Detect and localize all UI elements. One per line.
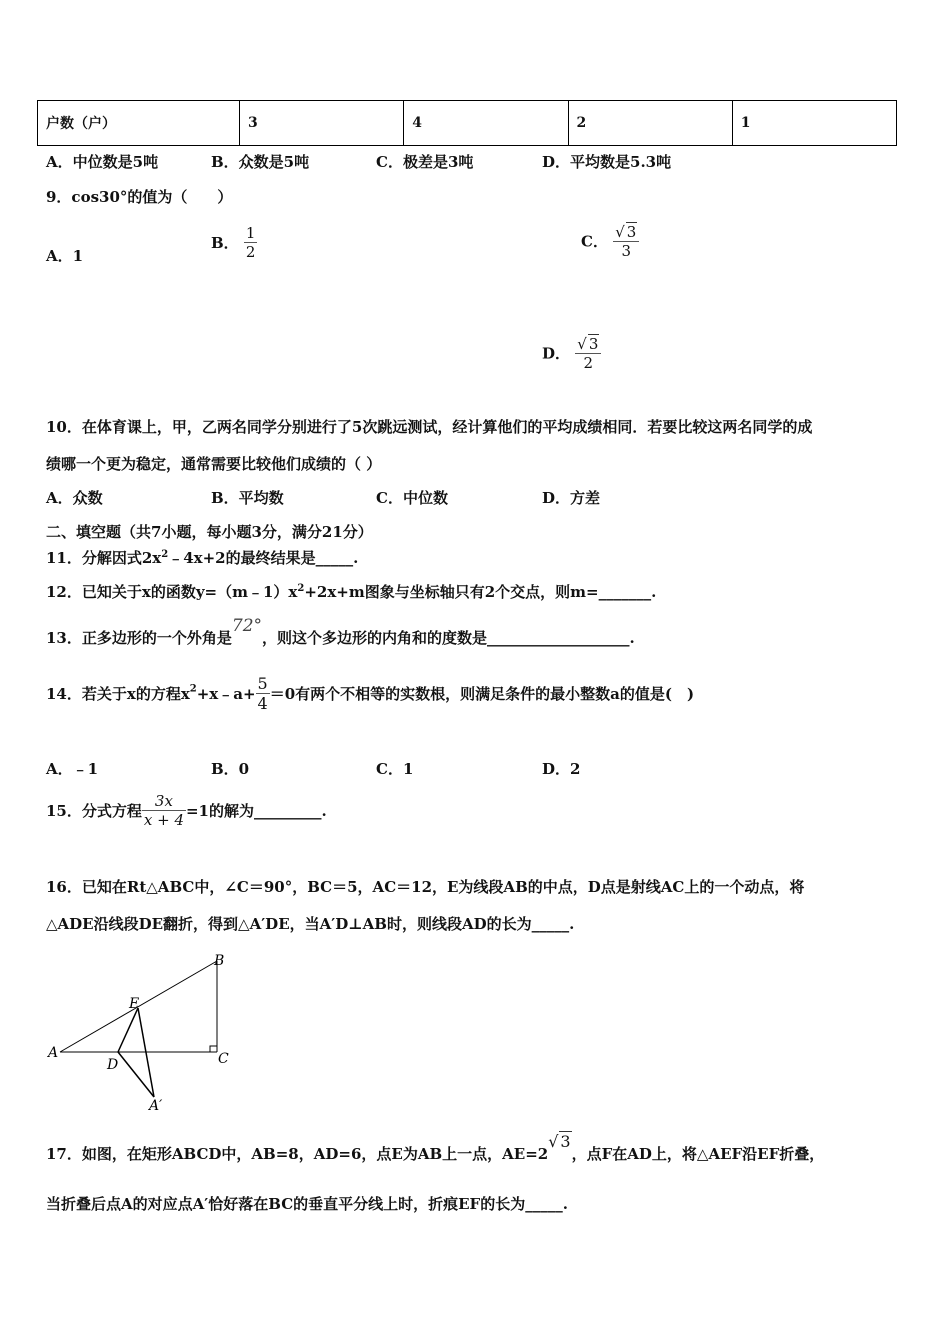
table-cell: 4 [404,101,568,146]
table-row [38,101,897,146]
label-a-prime: A′ [149,1098,163,1114]
q14-option-c: C．1 [376,760,414,778]
section-title: 二、填空题（共7小题，每小题3分，满分21分） [46,523,373,541]
label-b: B [214,953,225,969]
fraction [256,674,270,713]
q14-option-a: A．﹣1 [46,760,99,778]
triangle-figure [40,945,250,1115]
fraction [613,222,639,260]
radicand: 3 [626,223,637,241]
fraction-numerator: √ 3 [577,335,599,353]
q15-text-end: =1的解为_________. [185,802,327,820]
q14-option-d: D．2 [542,760,581,778]
fraction [575,334,601,372]
fraction-denominator: 2 [245,243,256,261]
q10-line2: 绩哪一个更为稳定，通常需要比较他们成绩的（ ） [46,455,382,473]
line-da2 [118,1052,154,1097]
q9-option-c [581,222,639,260]
q14-text-end: ＝0有两个不相等的实数根，则满足条件的最小整数a的值是( ) [269,685,695,703]
angle-value: 72° [231,616,263,636]
radicand: 3 [588,335,599,353]
option-label: C． [581,232,608,251]
q12-text: 12．已知关于x的函数y=（m﹣1）x [46,583,298,601]
q17-line2: 当折叠后点A的对应点A′恰好落在BC的垂直平分线上时，折痕EF的长为_____. [46,1195,568,1213]
label-e: E [129,996,140,1012]
q10-line1: 10．在体育课上，甲，乙两名同学分别进行了5次跳远测试，经计算他们的平均成绩相同．若要比较这两名同学的成 [46,418,813,436]
fraction-numerator: 3x [154,792,173,810]
q8-option-b: B．众数是5吨 [211,153,310,171]
fraction-numerator: √ 3 [615,223,637,241]
superscript: 2 [161,549,169,560]
right-angle-mark [210,1046,217,1052]
data-table [37,100,897,146]
fraction-denominator: 4 [257,694,268,713]
q9-option-d [542,334,601,372]
table-header-cell: 户数（户） [38,101,240,146]
table-cell: 3 [240,101,404,146]
q9-option-b [211,224,257,261]
q17-line1 [46,1131,825,1163]
q14-text-mid: +x﹣a+ [196,685,256,703]
q10-option-b: B．平均数 [211,489,284,507]
q13 [46,615,635,647]
fraction-numerator: 1 [245,224,256,242]
fraction [142,792,186,829]
q16-line2: △ADE沿线段DE翻折，得到△A′DE，当A′D⊥AB时，则线段AD的长为_____. [46,915,575,933]
q14-option-b: B．0 [211,760,250,778]
q9-option-a: A．1 [46,247,84,265]
q12-text-end: +2x+m图象与坐标轴只有2个交点，则m=_______. [304,583,657,601]
q13-text: 13．正多边形的一个外角是 [46,629,232,647]
q13-text-end: ，则这个多边形的内角和的度数是___________________. [262,629,635,647]
table-cell: 1 [732,101,896,146]
q17-text-end: ，点F在AD上，将△AEF沿EF折叠， [571,1145,825,1163]
q10-option-d: D．方差 [542,489,601,507]
q12 [46,581,656,602]
q10-option-c: C．中位数 [376,489,448,507]
q8-option-d: D．平均数是5.3吨 [542,153,672,171]
label-d: D [107,1057,119,1073]
label-c: C [218,1051,229,1067]
option-label: B． [211,234,239,252]
q17-text: 17．如图，在矩形ABCD中，AB=8，AD=6，点E为AB上一点，AE=2 [46,1145,549,1163]
fraction-denominator: x + 4 [143,811,184,829]
superscript: 2 [189,683,197,695]
table-cell: 2 [568,101,732,146]
q10-option-a: A．众数 [46,489,103,507]
option-label: D． [542,344,571,363]
fraction-denominator: 3 [613,241,639,260]
q15 [46,792,327,829]
q11 [46,547,358,568]
fraction-denominator: 2 [575,353,601,372]
q14-text: 14．若关于x的方程x [46,685,190,703]
q11-text-end: ﹣4x+2的最终结果是_____. [168,549,359,567]
label-a: A [48,1045,59,1061]
radicand: 3 [560,1132,571,1151]
sqrt-expression: √ 3 [548,1132,571,1151]
q16-line1: 16．已知在Rt△ABC中，∠C＝90°，BC＝5，AC＝12，E为线段AB的中点，D点是射线AC上的一个动点，将 [46,878,805,896]
q15-text: 15．分式方程 [46,802,142,820]
q11-text: 11．分解因式2x [46,549,162,567]
q9-stem: 9．cos30°的值为（ ） [46,188,233,206]
superscript: 2 [297,583,305,594]
fraction [244,224,258,261]
line-ed [118,1008,138,1052]
q14 [46,674,694,713]
q8-option-a: A．中位数是5吨 [46,153,159,171]
fraction-numerator: 5 [257,674,268,693]
q8-option-c: C．极差是3吨 [376,153,474,171]
